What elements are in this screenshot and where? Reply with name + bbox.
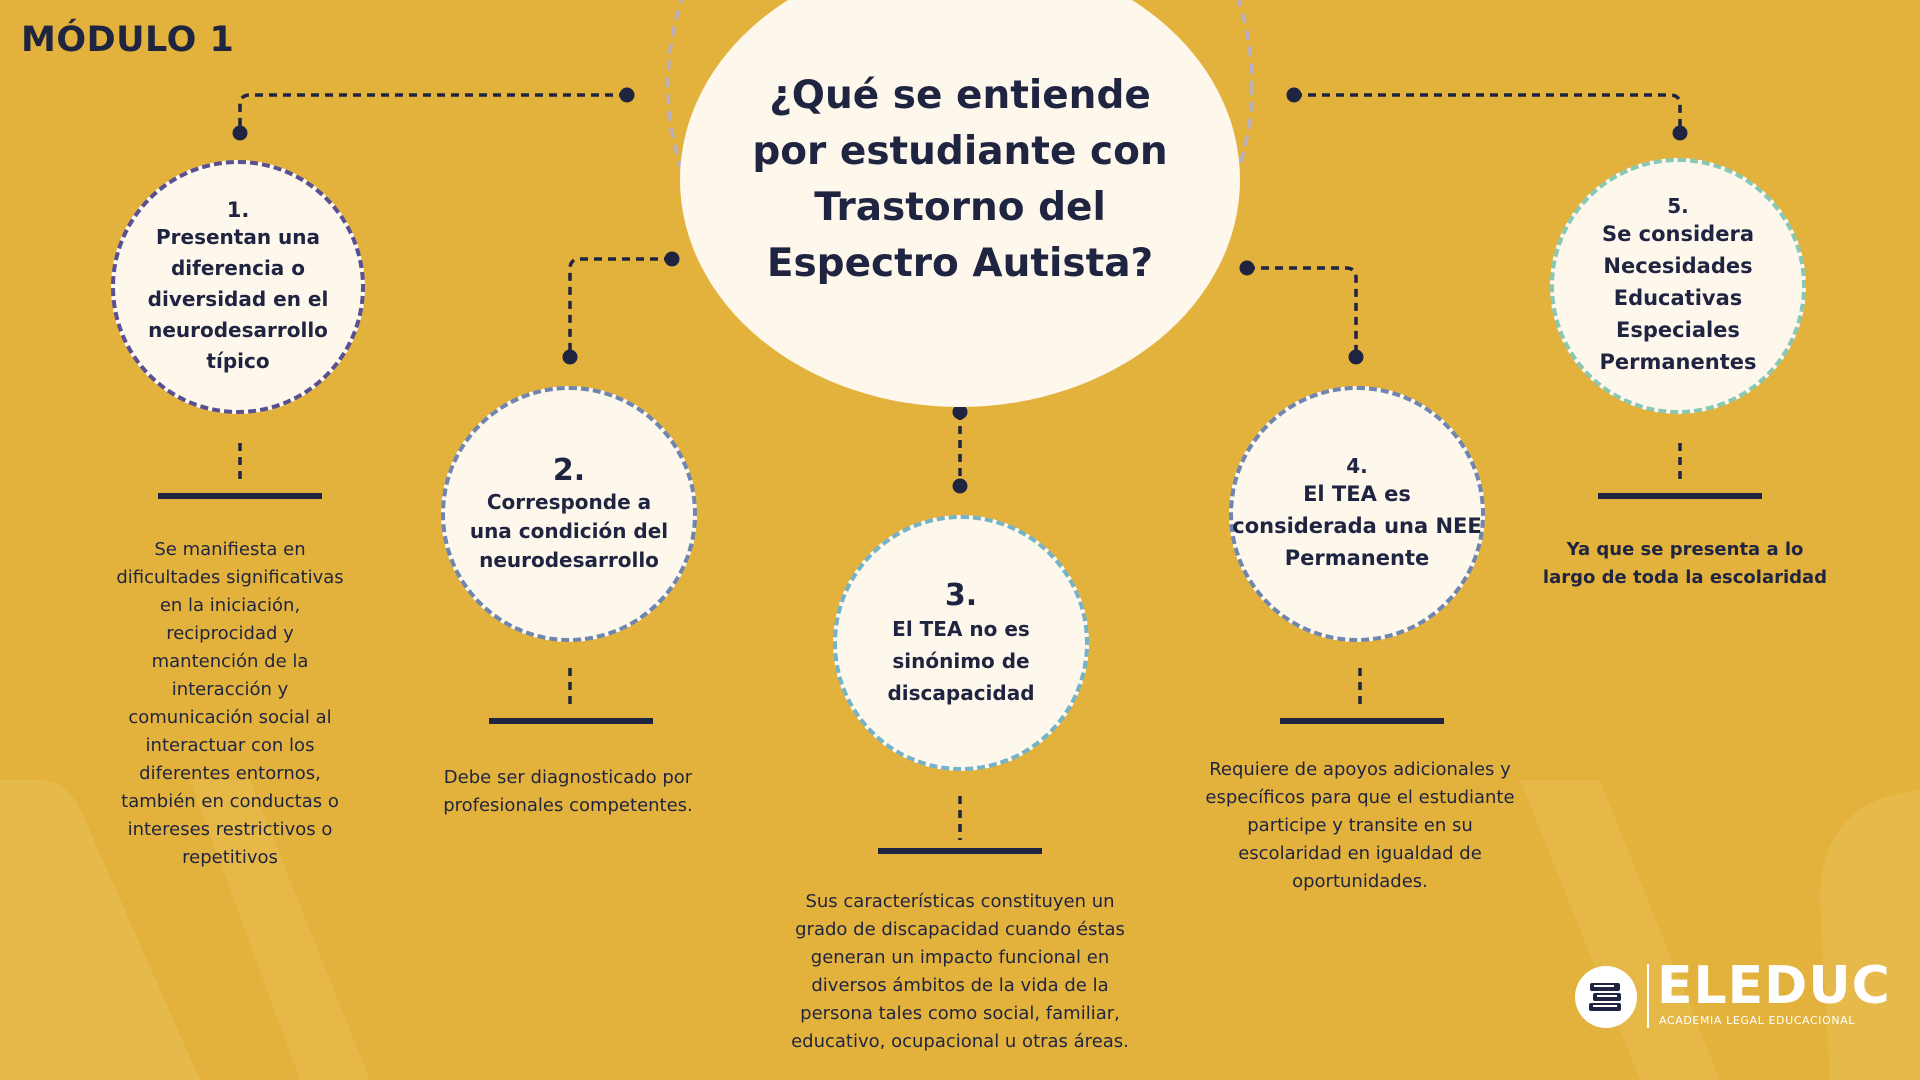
point-number-2: 2. [552, 453, 586, 488]
base-bar-5 [1598, 493, 1762, 499]
point-title-5: Se considera Necesidades Educativas Especiales Permanentes [1599, 222, 1757, 374]
eleduc-logo [1575, 956, 1891, 1032]
point-description-2: Debe ser diagnosticado por profesionales competentes. [443, 767, 693, 816]
logo-separator [1647, 964, 1649, 1028]
point-title-3: El TEA no es sinónimo de discapacidad [887, 616, 1035, 705]
logo-tagline: ACADEMIA LEGAL EDUCACIONAL [1659, 1014, 1856, 1027]
connector-5 [1294, 95, 1680, 133]
base-bar-4 [1280, 718, 1444, 724]
point-circle-5 [1550, 158, 1806, 414]
logo-name: ELEDUC [1657, 956, 1891, 1016]
point-title-1: Presentan una diferencia o diversidad en el neurodesarrollo típico [147, 224, 329, 373]
base-bar-1 [158, 493, 322, 499]
module-title: MÓDULO 1 [21, 20, 235, 60]
connector-4 [1247, 268, 1356, 357]
point-description-5: Ya que se presenta a lo largo de toda la escolaridad [1542, 539, 1828, 588]
base-bar-2 [489, 718, 653, 724]
point-title-4: El TEA es considerada una NEE Permanente [1232, 482, 1482, 570]
point-number-4: 4. [1346, 454, 1368, 478]
books-icon [1575, 966, 1637, 1028]
point-number-5: 5. [1667, 194, 1689, 218]
point-circle-4 [1229, 386, 1485, 642]
point-title-2: Corresponde a una condición del neurodesarrollo [469, 490, 669, 572]
base-bar-3 [878, 848, 1042, 854]
central-question: ¿Qué se entiende por estudiante con Trastorno del Espectro Autista? [752, 72, 1168, 286]
connector-1 [240, 95, 627, 133]
point-description-3: Sus características constituyen un grado de discapacidad cuando éstas generan un impacto funcional en diversos ámbitos de la vida de la persona tales como social, familiar, educativo, ocupacional u otras áreas. [791, 891, 1129, 1052]
point-circle-2 [441, 386, 697, 642]
point-number-3: 3. [944, 577, 978, 613]
connector-2 [570, 259, 672, 357]
point-number-1: 1. [226, 197, 250, 222]
point-circle-1 [111, 160, 365, 414]
point-circle-3 [833, 515, 1089, 771]
point-description-1: Se manifiesta en dificultades significativas en la iniciación, reciprocidad y mantención de la interacción y comunicación social al interactuar con los diferentes entornos, también en conductas o intereses restrictivos o repetitivos [116, 539, 344, 868]
point-description-4: Requiere de apoyos adicionales y específicos para que el estudiante participe y transite en su escolaridad en igualdad de oportunidades. [1205, 759, 1515, 892]
